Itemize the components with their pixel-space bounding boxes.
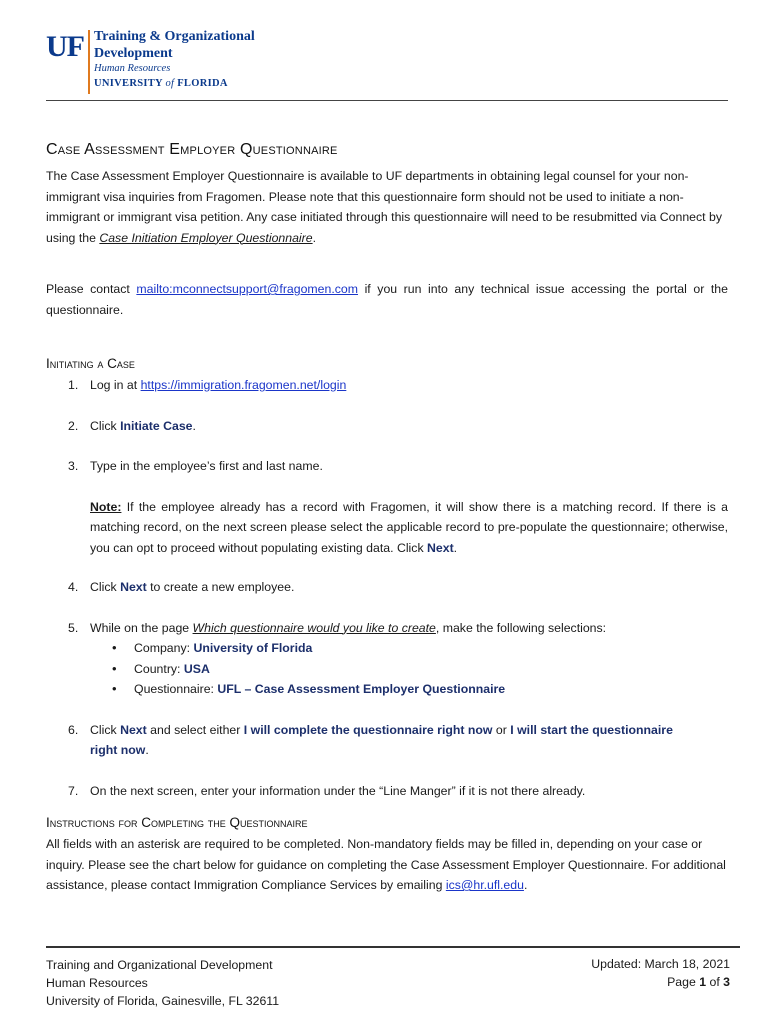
footer-line-1: Training and Organizational Development: [46, 958, 273, 972]
step-end: to create a new employee.: [146, 580, 295, 594]
bullet-label: Questionnaire:: [134, 682, 218, 696]
page-of: of: [706, 975, 724, 989]
step-text: Type in the employee’s first and last name.: [90, 459, 323, 473]
footer-line-3: University of Florida, Gainesville, FL 32611: [46, 994, 280, 1008]
bullet-value: UFL – Case Assessment Employer Questionnaire: [217, 682, 506, 696]
step-number: 4.: [68, 580, 79, 594]
logo-univ-of: of: [165, 78, 175, 89]
list-item-step-6: [46, 720, 728, 761]
step-mid: and select either: [146, 722, 244, 737]
step-bold: Next: [120, 580, 147, 594]
page-current: 1: [699, 975, 707, 989]
contact-prefix: Please contact: [46, 282, 137, 296]
contact-suffix: if you run into any technical issue accessing the portal or the questionnaire.: [46, 282, 728, 317]
footer-line-2: Human Resources: [46, 976, 148, 990]
logo-university: [94, 76, 255, 92]
step-or: or: [492, 722, 511, 737]
step-text: Click: [90, 580, 121, 594]
list-item-step-4: [46, 577, 728, 598]
page-title: Case Assessment Employer Questionnaire: [46, 141, 338, 158]
step-text: Log in at: [90, 378, 141, 392]
instructions-end: .: [523, 878, 528, 892]
note-text: If the employee already has a record with Fragomen, it will show there is a matching record. If there is a matching record, on the next screen please select the applicable record to pre-populate the questionnaire; otherwise, you can opt to proceed without populating existing data. Click: [90, 499, 728, 555]
bullet-value: University of Florida: [193, 641, 313, 655]
bullet-company: [90, 638, 728, 659]
logo-univ-2: FLORIDA: [177, 78, 228, 89]
footer-divider: [46, 946, 740, 948]
instructions-paragraph: [46, 834, 728, 896]
section-instructions-title: Instructions for Completing the Questionnaire: [46, 815, 308, 830]
step-text: On the next screen, enter your information under the “Line Manger” if it is not there already.: [90, 783, 586, 798]
page-total: 3: [723, 975, 730, 989]
uf-mark-logo: UF: [46, 30, 84, 63]
intro-end: .: [312, 230, 317, 245]
note-end: .: [453, 540, 458, 555]
list-item-step-1: [46, 375, 728, 396]
instructions-text: All fields with an asterisk are required to be completed. Non-mandatory fields may be filled in, depending on your case or inquiry. Please see the chart below for guidance on completing the Case Assessment Employer Questionnaire. For additional assistance, please contact Immigration Compliance Services by emailing: [46, 837, 726, 892]
header-divider: [46, 100, 728, 101]
bullet-label: Country:: [134, 661, 184, 676]
step-number: 5.: [68, 620, 79, 635]
footer-address: [46, 956, 279, 1010]
step-bold-start: I will start the questionnaire right now: [90, 722, 673, 757]
bullet-country: [90, 659, 728, 680]
step-text: Click: [90, 722, 121, 737]
step-bold: Initiate Case: [120, 418, 193, 433]
logo-univ-1: UNIVERSITY: [94, 78, 163, 89]
updated-date: Updated: March 18, 2021: [591, 957, 730, 971]
section-initiating-title: Initiating a Case: [46, 356, 135, 371]
fragomen-login-link[interactable]: https://immigration.fragomen.net/login: [140, 378, 347, 392]
logo-line-1: Training & Organizational: [94, 29, 255, 44]
main-content: [46, 140, 728, 896]
step-bold-complete: I will complete the questionnaire right now: [243, 722, 493, 737]
bullet-value: USA: [183, 661, 210, 676]
bullet-questionnaire: [90, 679, 728, 700]
logo-line-2: Development: [94, 46, 173, 61]
page-number: [591, 973, 730, 991]
intro-paragraph: [46, 166, 728, 248]
step-text: While on the page: [90, 620, 193, 635]
logo-divider: [88, 30, 90, 94]
step-end: .: [192, 418, 196, 433]
step-number: 6.: [68, 722, 79, 737]
list-item-step-3: [46, 456, 728, 558]
case-initiation-link[interactable]: Case Initiation Employer Questionnaire: [99, 230, 313, 245]
step-text: Click: [90, 418, 121, 433]
note-label: Note:: [90, 499, 122, 514]
support-email-link[interactable]: mailto:mconnectsupport@fragomen.com: [136, 282, 359, 296]
page-prefix: Page: [667, 975, 700, 989]
footer-meta: [591, 955, 730, 991]
list-item-step-2: [46, 416, 728, 437]
step-number: 7.: [68, 783, 79, 798]
step-end: .: [145, 743, 149, 757]
ics-email-link[interactable]: ics@hr.ufl.edu: [445, 878, 524, 892]
steps-list: [46, 375, 728, 801]
logo-text: [94, 28, 255, 92]
step-end: , make the following selections:: [435, 620, 607, 635]
step-number: 2.: [68, 418, 79, 433]
step-number: 3.: [68, 459, 79, 473]
contact-paragraph: [46, 279, 728, 320]
intro-text: The Case Assessment Employer Questionnaire is available to UF departments in obtaining legal counsel for your non-immigrant visa inquiries from Fragomen. Please note that this questionnaire form should not be used to initiate a non-immigrant or immigrant visa petition. Any case initiated through this questionnaire will need to be resubmitted via Connect by using the: [46, 169, 722, 245]
note-bold: Next: [427, 540, 454, 555]
step-number: 1.: [68, 378, 79, 392]
note-paragraph: [90, 497, 728, 559]
step-bold-next: Next: [120, 722, 147, 737]
selection-bullets: [90, 638, 728, 700]
step-italic: Which questionnaire would you like to create: [192, 620, 436, 635]
logo-line-3: Human Resources: [94, 63, 171, 74]
list-item-step-7: [46, 781, 728, 802]
bullet-label: Company:: [134, 641, 194, 655]
list-item-step-5: [46, 618, 728, 700]
